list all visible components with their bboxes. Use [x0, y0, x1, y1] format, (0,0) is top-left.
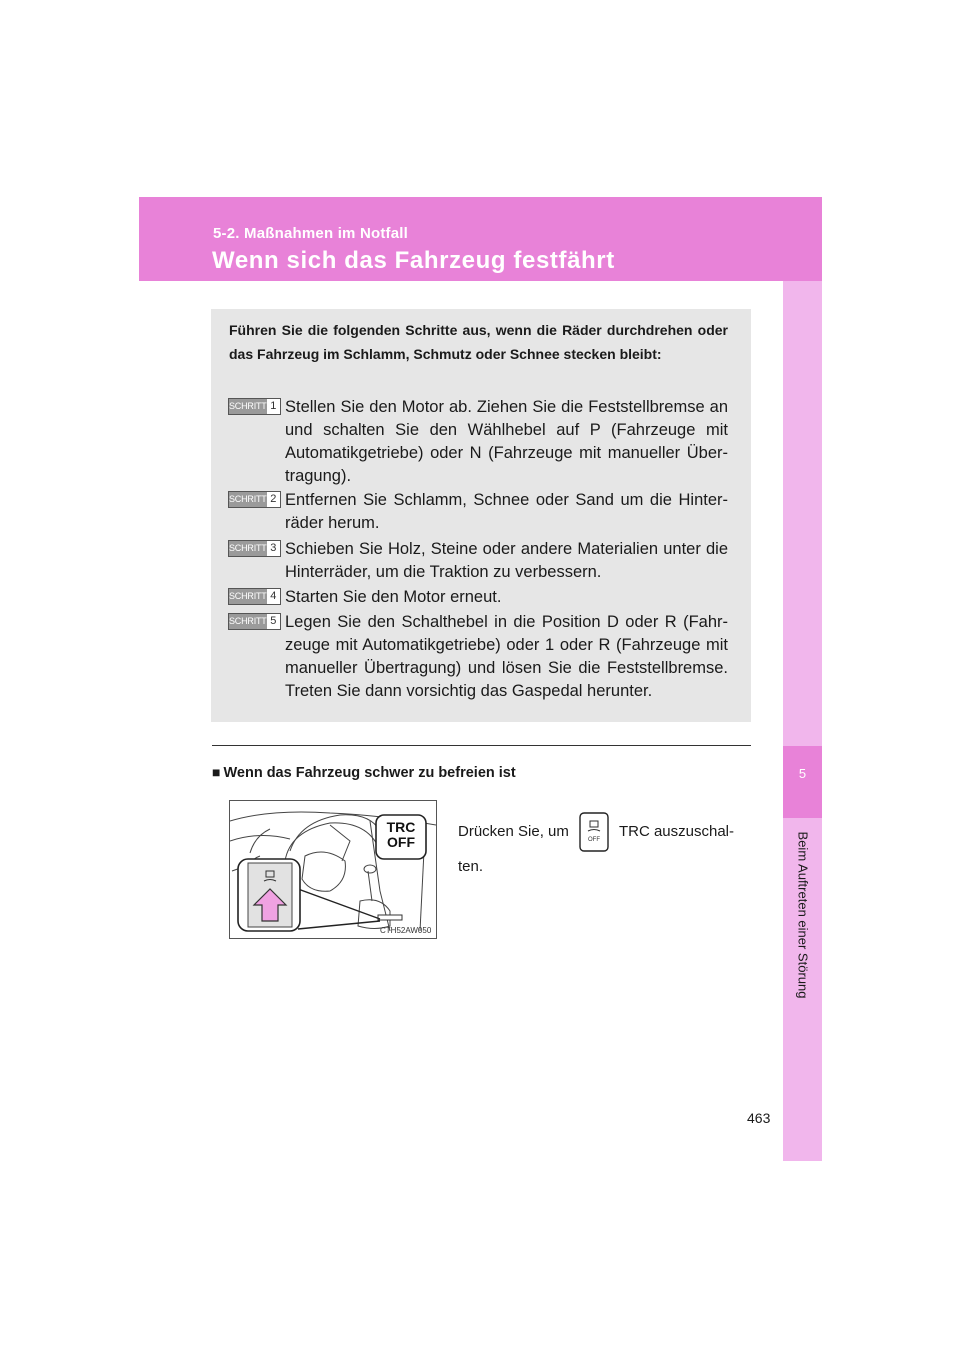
- step-text: Schieben Sie Holz, Steine oder andere Materialien unter die Hinterräder, um die Traktion zu verbessern.: [285, 540, 728, 581]
- step-text: Stellen Sie den Motor ab. Ziehen Sie die Feststellbremse an und schalten Sie den Wählhebel auf P (Fahrzeuge mit Automatikgetriebe) oder N (Fahrzeuge mit manueller Über-tragung).: [285, 398, 728, 485]
- step-badge: [228, 613, 281, 630]
- step-2: [228, 489, 728, 535]
- chapter-name-container: [783, 820, 822, 1010]
- figure-code: CTH52AW050: [380, 926, 432, 935]
- step-1: [228, 396, 728, 488]
- chapter-number: 5: [798, 766, 807, 781]
- step-badge-label: SCHRITT: [229, 589, 267, 604]
- step-badge-number: 5: [270, 615, 277, 627]
- step-badge-label: SCHRITT: [229, 399, 267, 414]
- subsection-heading: [212, 764, 516, 781]
- chapter-side-tab: [783, 281, 822, 1161]
- step-badge: [228, 588, 281, 605]
- trc-off-callout-line-1: TRC: [386, 819, 416, 835]
- dashboard-illustration: [229, 800, 437, 939]
- step-badge-label: SCHRITT: [229, 492, 267, 507]
- step-4: [228, 586, 728, 609]
- step-text: Legen Sie den Schalthebel in die Position D oder R (Fahr-zeuge mit Automatikgetriebe) oder 1 oder R (Fahrzeuge mit manueller Übertragung) und lösen Sie die Feststellbremse. Treten Sie dann vorsichtig das Gaspedal herunter.: [285, 613, 728, 700]
- section-divider: [212, 745, 751, 746]
- section-label: 5-2. Maßnahmen im Notfall: [213, 225, 409, 242]
- trc-off-button-label: OFF: [588, 837, 601, 843]
- step-badge-label: SCHRITT: [229, 541, 267, 556]
- chapter-tab-active: [783, 746, 822, 818]
- instruction-before-text: Drücken Sie, um: [458, 822, 569, 840]
- page-number: 463: [747, 1110, 771, 1126]
- step-badge-number: 1: [270, 400, 277, 412]
- step-badge: [228, 491, 281, 508]
- page-title: Wenn sich das Fahrzeug festfährt: [212, 247, 615, 274]
- intro-text: Führen Sie die folgenden Schritte aus, wenn die Räder durchdrehen oder das Fahrzeug im Schlamm, Schmutz oder Schnee stecken bleibt:: [229, 322, 728, 362]
- step-badge-number: 4: [270, 590, 277, 602]
- step-badge-number: 3: [270, 542, 277, 554]
- instruction-after-text: TRC auszuschal-ten.: [458, 822, 734, 875]
- step-badge: [228, 540, 281, 557]
- step-badge-number: 2: [270, 493, 277, 505]
- trc-off-button-icon: [579, 812, 609, 852]
- step-5: [228, 611, 728, 703]
- step-badge: [228, 398, 281, 415]
- trc-instruction: [458, 812, 748, 882]
- square-bullet-icon: ■: [212, 764, 221, 780]
- subsection-heading-text: Wenn das Fahrzeug schwer zu befreien ist: [223, 765, 516, 781]
- chapter-name: Beim Auftreten einer Störung: [795, 831, 810, 999]
- step-3: [228, 538, 728, 584]
- trc-off-callout-line-2: OFF: [387, 834, 415, 850]
- step-text: Entfernen Sie Schlamm, Schnee oder Sand um die Hinter-räder herum.: [285, 491, 728, 532]
- step-text: Starten Sie den Motor erneut.: [285, 588, 502, 606]
- step-badge-label: SCHRITT: [229, 614, 267, 629]
